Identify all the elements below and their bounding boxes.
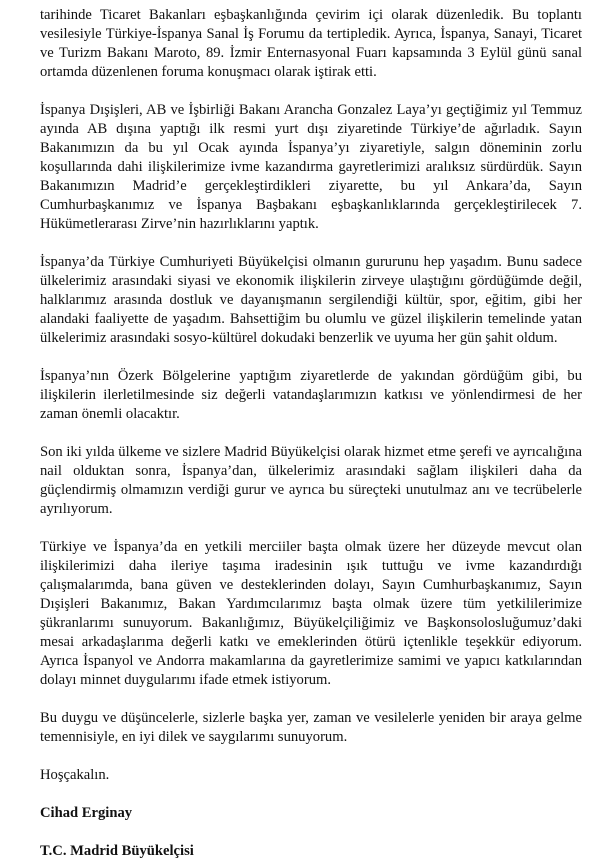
- paragraph-trade-forum: tarihinde Ticaret Bakanları eşbaşkanlığında çevirim içi olarak düzenledik. Bu toplantı vesilesiyle Türkiye-İspanya Sanal İş Forumu da tertipledik. Ayrıca, İspanya, Sanayi, Ticaret ve Turizm Bakanı Maroto, 89. İzmir Enternasyonal Fuarı kapsamında 3 Eylül günü sanal ortamda düzenlenen foruma konuşmacı olarak iştirak etti.: [40, 7, 582, 80]
- letter-body: [40, 6, 582, 861]
- paragraph-ambassador-pride: İspanya’da Türkiye Cumhuriyeti Büyükelçisi olmanın gururunu hep yaşadım. Bunu sadece ülkelerimiz arasındaki siyasi ve ekonomik ilişkilerin zirveye ulaştığını gördüğümde değil, halklarımız arasında dostluk ve dayanışmanın sergilendiği kültür, spor, eğitim, gibi her alandaki faaliyette de yaşadım. Bahsettiğim bu olumlu ve güzel ilişkilerin temelinde yatan ülkelerimiz arasındaki sosyo-kültürel dokudaki benzerlik ve uyuma her gün şahit oldum.: [40, 254, 582, 346]
- paragraph-autonomous-regions: İspanya’nın Özerk Bölgelerine yaptığım ziyaretlerde de yakından gördüğüm gibi, bu ilişkilerin ilerletilmesinde siz değerli vatandaşlarımızın katkısı ve yönlendirmesi de her zaman önemli olacaktır.: [40, 368, 582, 422]
- paragraph-thanks: Türkiye ve İspanya’da en yetkili merciiler başta olmak üzere her düzeyde mevcut olan ilişkilerimizi daha ileriye taşıma iradesinin ışık tuttuğu ve ivme kazandırdığı çalışmalarımda, bana güven ve desteklerinden dolayı, Sayın Cumhurbaşkanımız, Sayın Dışişleri Bakanımız, Bakan Yardımcılarımız başta olmak üzere tüm yetkililerimize şükranlarımı sunuyorum. Bakanlığımız, Büyükelçiliğimiz ve Başkonsolosluğumuz’daki mesai arkadaşlarıma değerli katkı ve emeklerinden ötürü içtenlikle teşekkür ediyorum. Ayrıca İspanyol ve Andorra makamlarına da gayretlerimize samimi ve yapıcı katkılarından dolayı minnet duygularımı ifade etmek istiyorum.: [40, 539, 582, 688]
- paragraph-minister-visits: İspanya Dışişleri, AB ve İşbirliği Bakanı Arancha Gonzalez Laya’yı geçtiğimiz yıl Temmuz ayında AB dışına yaptığı ilk resmi yurt dışı ziyaretinde Türkiye’de ağırladık. Sayın Bakanımızın da bu yıl Ocak ayında İspanya’yı ziyaretiyle, salgın döneminin zorlu koşullarında dahi ilişkilerimize ivme kazandırma gayretlerimizi aralıksız sürdürdük. Sayın Bakanımızın Madrid’e gerçekleştirdikleri ziyarette, bu yıl Ankara’da, Sayın Cumhurbaşkanımız ve İspanya Başbakanı eşbaşkanlıklarında gerçekleştirilecek 7. Hükümetlerarası Zirve’nin hazırlıklarını yaptık.: [40, 102, 582, 232]
- closing-farewell: Hoşçakalın.: [40, 767, 110, 783]
- paragraph-best-wishes: Bu duygu ve düşüncelerle, sizlerle başka yer, zaman ve vesilelerle yeniden bir araya gelme temennisiyle, en iyi dilek ve saygılarımı sunuyorum.: [40, 710, 582, 745]
- paragraph-departure: Son iki yılda ülkeme ve sizlere Madrid Büyükelçisi olarak hizmet etme şerefi ve ayrıcalığına nail olduktan sonra, İspanya’dan, ülkelerimiz arasındaki sağlam ilişkileri daha da güçlendirmiş olmamızın verdiği gurur ve ayrıca bu süreçteki unutulmaz anı ve tecrübelerle ayrılıyorum.: [40, 444, 582, 517]
- signature-name: Cihad Erginay: [40, 805, 133, 821]
- signature-title: T.C. Madrid Büyükelçisi: [40, 843, 194, 859]
